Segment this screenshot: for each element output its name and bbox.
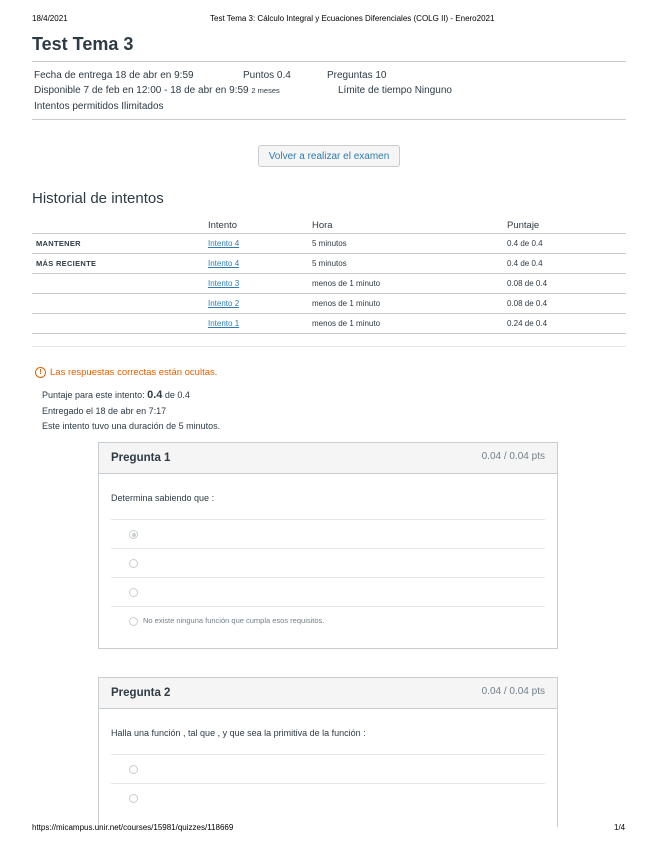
notice-text: Las respuestas correctas están ocultas. — [50, 367, 218, 378]
attempt-time: menos de 1 minuto — [312, 299, 381, 308]
question-header — [99, 678, 557, 709]
column-time: Hora — [312, 220, 333, 231]
divider — [32, 61, 626, 62]
print-url: https://micampus.unir.net/courses/15981/quizzes/118669 — [32, 823, 234, 832]
row-label: MÁS RECIENTE — [36, 259, 97, 268]
attempt-time: menos de 1 minuto — [312, 279, 381, 288]
time-limit: Límite de tiempo Ninguno — [338, 85, 452, 96]
table-row — [32, 253, 626, 274]
divider — [32, 333, 626, 334]
availability-dates: Disponible 7 de feb en 12:00 - 18 de abr en 9:59 — [34, 85, 249, 96]
table-row — [32, 273, 626, 294]
radio-button — [129, 588, 138, 597]
question-text: Halla una función , tal que , y que sea la primitiva de la función : — [111, 728, 366, 738]
answer-option — [111, 519, 545, 549]
allowed-attempts: Intentos permitidos Ilimitados — [34, 101, 164, 112]
attempt-link[interactable]: Intento 3 — [208, 279, 240, 288]
answer-option — [111, 754, 545, 784]
score-value: 0.4 — [147, 389, 163, 401]
column-attempt: Intento — [208, 220, 238, 231]
answer-option — [111, 606, 545, 636]
answer-option — [111, 548, 545, 578]
attempt-score — [42, 389, 190, 401]
attempt-time: menos de 1 minuto — [312, 319, 381, 328]
attempt-history-heading: Historial de intentos — [32, 190, 164, 207]
question-points: 0.04 / 0.04 pts — [481, 686, 545, 697]
attempt-link[interactable]: Intento 4 — [208, 259, 240, 268]
question-card — [98, 442, 558, 649]
table-row — [32, 233, 626, 254]
column-score: Puntaje — [507, 220, 540, 231]
radio-button — [129, 530, 138, 539]
question-card — [98, 677, 558, 827]
radio-button — [129, 559, 138, 568]
question-title: Pregunta 1 — [111, 452, 171, 464]
attempt-score: 0.4 de 0.4 — [507, 259, 543, 268]
answer-option — [111, 577, 545, 607]
attempt-duration: Este intento tuvo una duración de 5 minutos. — [42, 421, 221, 431]
page-number: 1/4 — [614, 823, 626, 832]
divider — [32, 346, 626, 347]
question-header — [99, 443, 557, 474]
attempt-link[interactable]: Intento 1 — [208, 319, 240, 328]
question-count: Preguntas 10 — [327, 70, 387, 81]
availability — [34, 85, 280, 96]
attempt-time: 5 minutos — [312, 259, 347, 268]
question-text: Determina sabiendo que : — [111, 493, 215, 503]
answers-hidden-notice — [35, 367, 217, 378]
print-title: Test Tema 3: Cálculo Integral y Ecuaciones Diferenciales (COLG II) - Enero2021 — [210, 14, 495, 23]
radio-button — [129, 794, 138, 803]
page-title: Test Tema 3 — [32, 34, 134, 54]
print-date: 18/4/2021 — [32, 14, 68, 23]
divider — [32, 119, 626, 120]
score-prefix: Puntaje para este intento: — [42, 390, 145, 400]
due-date: Fecha de entrega 18 de abr en 9:59 — [34, 70, 194, 81]
attempt-score: 0.24 de 0.4 — [507, 319, 548, 328]
row-label: MANTENER — [36, 239, 81, 248]
radio-button — [129, 617, 138, 626]
attempt-link[interactable]: Intento 2 — [208, 299, 240, 308]
availability-duration: 2 meses — [251, 86, 280, 95]
attempt-score: 0.08 de 0.4 — [507, 299, 548, 308]
attempt-score: 0.08 de 0.4 — [507, 279, 548, 288]
radio-button — [129, 765, 138, 774]
table-row — [32, 293, 626, 314]
attempt-link[interactable]: Intento 4 — [208, 239, 240, 248]
attempt-score: 0.4 de 0.4 — [507, 239, 543, 248]
answer-option — [111, 783, 545, 813]
question-title: Pregunta 2 — [111, 687, 171, 699]
retake-quiz-button[interactable]: Volver a realizar el examen — [258, 145, 400, 167]
attempt-time: 5 minutos — [312, 239, 347, 248]
score-suffix: de 0.4 — [164, 390, 190, 400]
points: Puntos 0.4 — [243, 70, 291, 81]
answer-text: No existe ninguna función que cumpla esos requisitos. — [143, 616, 325, 625]
table-row — [32, 313, 626, 334]
warning-icon: ! — [35, 367, 46, 378]
submitted-date: Entregado el 18 de abr en 7:17 — [42, 406, 167, 416]
question-points: 0.04 / 0.04 pts — [481, 451, 545, 462]
